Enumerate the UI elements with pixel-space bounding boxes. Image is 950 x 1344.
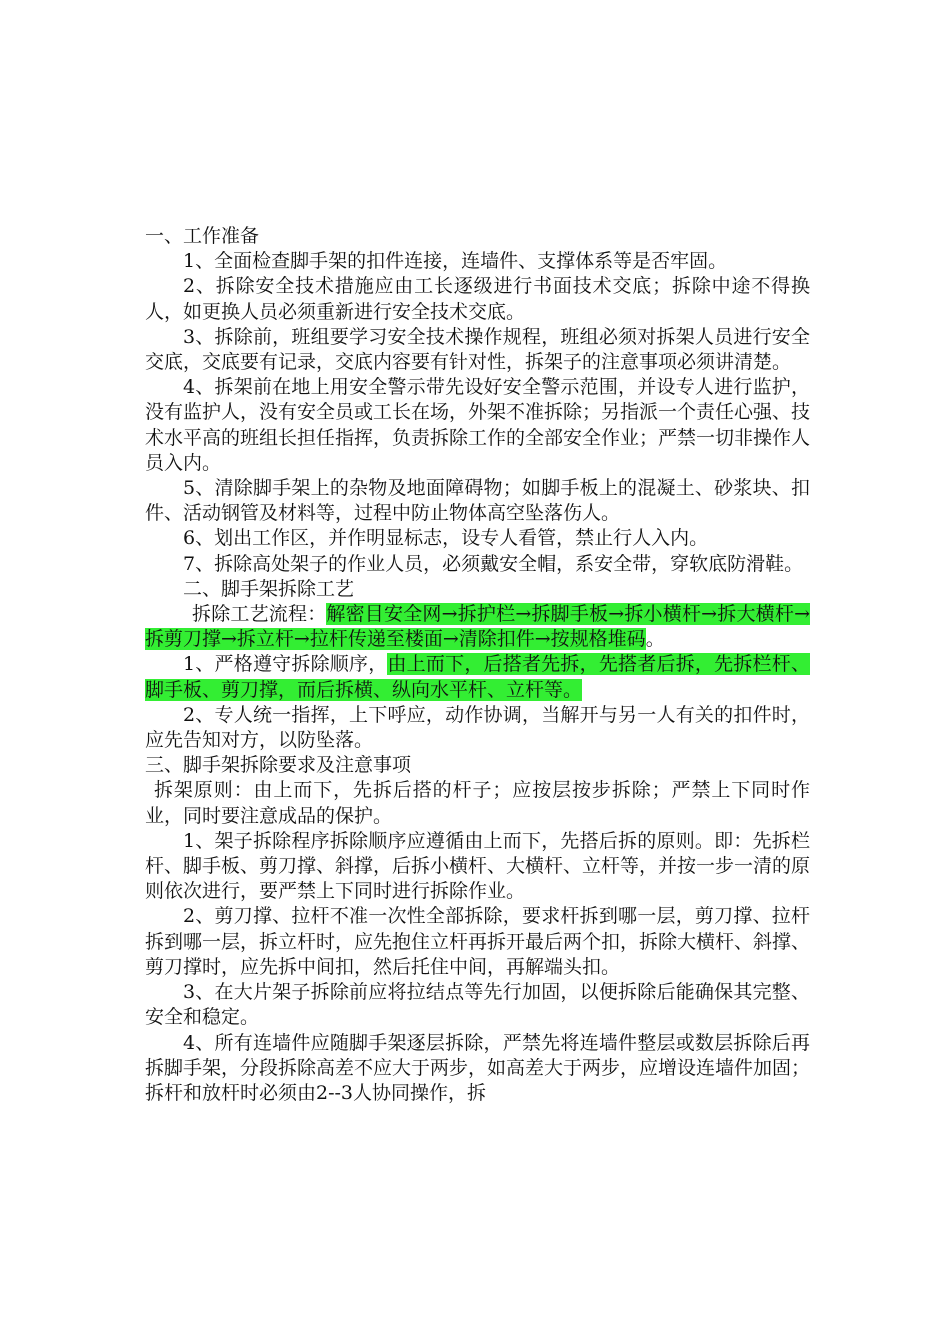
s2-flow-end: 。: [645, 628, 665, 651]
s3-paragraph-2: 2、剪刀撑、拉杆不准一次性全部拆除，要求杆拆到哪一层，剪刀撑、拉杆拆到哪一层，拆立杆时，应先抱住立杆再拆开最后两个扣，拆除大横杆、斜撑、剪刀撑时，应先拆中间扣，然后托住中间，再解端头扣。: [145, 905, 811, 978]
s2-p1-label: 1、严格遵守拆除顺序，: [183, 653, 388, 676]
s1-paragraph-6: 6、划出工作区，并作明显标志，设专人看管，禁止行人入内。: [183, 527, 709, 550]
s2-paragraph-2: 2、专人统一指挥，上下呼应，动作协调，当解开与另一人有关的扣件时，应先告知对方，以防坠落。: [145, 703, 810, 752]
s3-paragraph-1: 1、架子拆除程序拆除顺序应遵循由上而下，先搭后拆的原则。即：先拆栏杆、脚手板、剪刀撑、斜撑，后拆小横杆、大横杆、立杆等，并按一步一清的原则依次进行，要严禁上下同时进行拆除作业。: [145, 829, 811, 903]
s1-paragraph-2: 2、拆除安全技术措施应由工长逐级进行书面技术交底；拆除中途不得换人，如更换人员必须重新进行安全技术交底。: [145, 275, 810, 323]
s1-paragraph-3: 3、拆除前，班组要学习安全技术操作规程，班组必须对拆架人员进行安全交底，交底要有记录，交底内容要有针对性，拆架子的注意事项必须讲清楚。: [145, 325, 810, 374]
section-3-heading: 三、脚手架拆除要求及注意事项: [145, 754, 412, 777]
section-1-heading: 一、工作准备: [145, 225, 260, 247]
s2-flow-paragraph: [145, 602, 810, 652]
s2-paragraph-1: [145, 652, 810, 702]
s1-paragraph-7: 7、拆除高处架子的作业人员，必须戴安全帽，系安全带，穿软底防滑鞋。: [183, 552, 804, 575]
s1-paragraph-5: 5、清除脚手架上的杂物及地面障碍物；如脚手板上的混凝土、砂浆块、扣件、活动钢管及材料等，过程中防止物体高空坠落伤人。: [145, 477, 810, 525]
s1-paragraph-4: 4、拆架前在地上用安全警示带先设好安全警示范围，并设专人进行监护，没有监护人，没有安全员或工长在场，外架不准拆除；另指派一个责任心强、技术水平高的班组长担任指挥，负责拆除工作的全部安全作业；严禁一切非操作人员入内。: [145, 376, 811, 474]
s3-principle: 拆架原则：由上而下，先拆后搭的杆子；应按层按步拆除；严禁上下同时作业，同时要注意成品的保护。: [145, 779, 810, 827]
s2-flow-label: 拆除工艺流程：: [192, 603, 327, 626]
s3-paragraph-3: 3、在大片架子拆除前应将拉结点等先行加固，以便拆除后能确保其完整、安全和稳定。: [145, 981, 810, 1029]
section-2-heading: 二、脚手架拆除工艺: [183, 577, 355, 600]
document-body: [145, 224, 810, 1106]
s2-flow-highlight: 解密目安全网→拆护栏→拆脚手板→拆小横杆→拆大横杆→拆剪刀撑→拆立杆→拉杆传递至楼面→清除扣件→按规格堆码: [145, 603, 810, 651]
s1-paragraph-1: 1、全面检查脚手架的扣件连接，连墙件、支撑体系等是否牢固。: [183, 250, 728, 273]
s2-p1-highlight: 由上而下，后搭者先拆，先搭者后拆，先拆栏杆、脚手板、剪刀撑，而后拆横、纵向水平杆、立杆等。: [145, 653, 810, 701]
s3-paragraph-4: 4、所有连墙件应随脚手架逐层拆除，严禁先将连墙件整层或数层拆除后再拆脚手架，分段拆除高差不应大于两步，如高差大于两步，应增设连墙件加固；拆杆和放杆时必须由2--3人协同操作，拆: [145, 1031, 811, 1104]
